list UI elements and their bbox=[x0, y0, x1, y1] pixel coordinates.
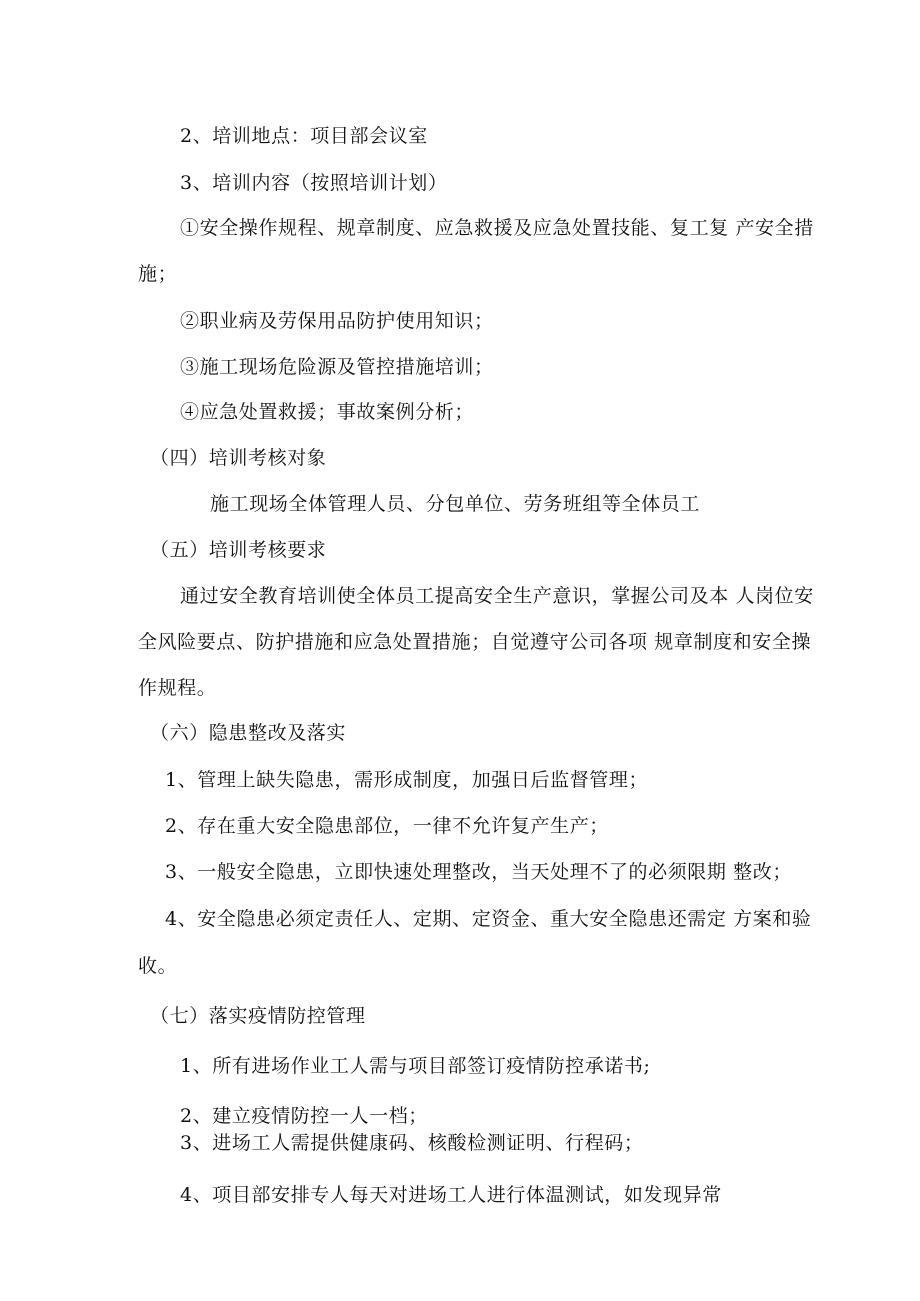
text-line: 1、所有进场作业工人需与项目部签订疫情防控承诺书; bbox=[180, 1055, 651, 1077]
text-line: 1、管理上缺失隐患，需形成制度，加强日后监督管理； bbox=[165, 769, 649, 791]
section-heading: （六）隐患整改及落实 bbox=[150, 722, 347, 744]
section-heading: （四）培训考核对象 bbox=[150, 447, 327, 469]
text-line: 全风险要点、防护措施和应急处置措施；自觉遵守公司各项 规章制度和安全操 bbox=[138, 631, 812, 653]
text-line: 施工现场全体管理人员、分包单位、劳务班组等全体员工 bbox=[210, 493, 701, 515]
text-line: ②职业病及劳保用品防护使用知识； bbox=[180, 310, 494, 332]
text-line: 收。 bbox=[138, 955, 178, 977]
text-line: ①安全操作规程、规章制度、应急救援及应急处置技能、复工复 产安全措 bbox=[180, 217, 814, 239]
text-line: 2、存在重大安全隐患部位，一律不允许复产生产； bbox=[165, 815, 609, 837]
text-line: 通过安全教育培训使全体员工提高安全生产意识，掌握公司及本 人岗位安 bbox=[180, 585, 814, 607]
section-heading: （七）落实疫情防控管理 bbox=[150, 1005, 366, 1027]
text-line: 3、进场工人需提供健康码、核酸检测证明、行程码； bbox=[180, 1132, 644, 1154]
text-line: 施； bbox=[138, 263, 178, 285]
text-line: ③施工现场危险源及管控措施培训； bbox=[180, 356, 494, 378]
text-line: 4、项目部安排专人每天对进场工人进行体温测试，如发现异常 bbox=[180, 1184, 722, 1206]
text-line: 2、培训地点：项目部会议室 bbox=[180, 125, 428, 147]
section-heading: （五）培训考核要求 bbox=[150, 539, 327, 561]
text-line: 作规程。 bbox=[138, 677, 217, 699]
text-line: 3、培训内容（按照培训计划） bbox=[180, 172, 448, 194]
text-line: ④应急处置救援；事故案例分析； bbox=[180, 401, 475, 423]
text-line: 2、建立疫情防控一人一档； bbox=[180, 1105, 428, 1127]
text-line: 3、一般安全隐患，立即快速处理整改，当天处理不了的必须限期 整改； bbox=[165, 861, 792, 883]
text-line: 4、安全隐患必须定责任人、定期、定资金、重大安全隐患还需定 方案和验 bbox=[165, 908, 812, 930]
